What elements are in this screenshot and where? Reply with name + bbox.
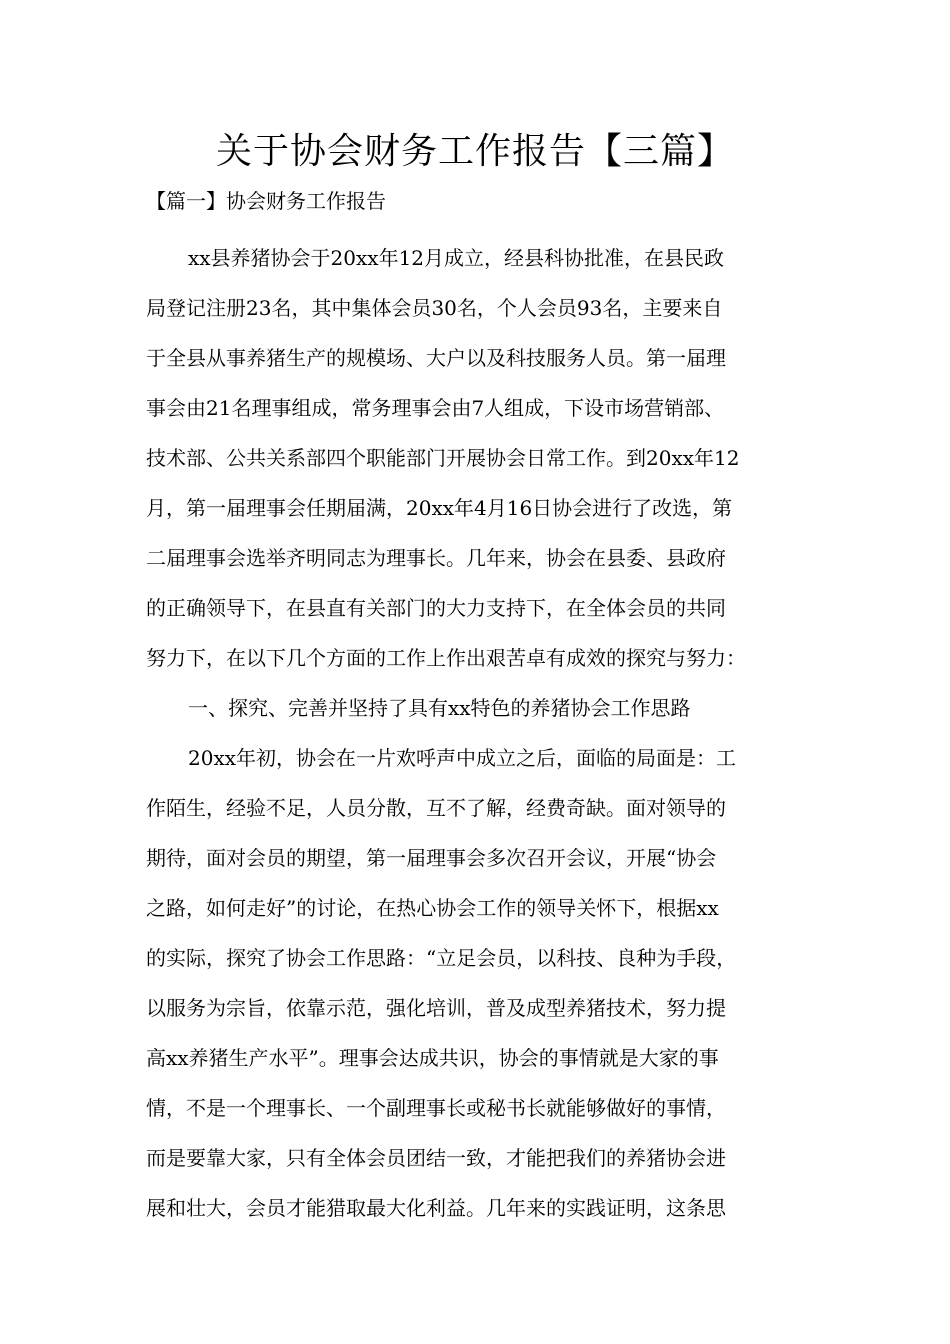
body-text (146, 233, 816, 1233)
section-heading: 【篇一】协会财务工作报告 (146, 189, 386, 213)
text-line: 之路，如何走好”的讨论，在热心协会工作的领导关怀下，根据xx (146, 896, 719, 920)
text-line: 情，不是一个理事长、一个副理事长或秘书长就能够做好的事情， (146, 1096, 726, 1120)
text-line: 的实际，探究了协会工作思路：“立足会员，以科技、良种为手段， (146, 946, 737, 970)
subheading-line: 一、探究、完善并坚持了具有xx特色的养猪协会工作思路 (188, 696, 691, 720)
text-line: 技术部、公共关系部四个职能部门开展协会日常工作。到20xx年12 (146, 446, 740, 470)
text-line: 局登记注册23名，其中集体会员30名，个人会员93名，主要来自 (146, 296, 723, 320)
text-line: 展和壮大，会员才能猎取最大化利益。几年来的实践证明，这条思 (146, 1196, 726, 1220)
text-line: 期待，面对会员的期望，第一届理事会多次召开会议，开展“协会 (146, 846, 717, 870)
text-line: 月，第一届理事会任期届满，20xx年4月16日协会进行了改选，第 (146, 496, 733, 520)
text-line: 的正确领导下，在县直有关部门的大力支持下，在全体会员的共同 (146, 596, 726, 620)
text-line: 而是要靠大家，只有全体会员团结一致，才能把我们的养猪协会进 (146, 1146, 726, 1170)
text-line: 20xx年初，协会在一片欢呼声中成立之后，面临的局面是：工 (188, 746, 737, 770)
text-line: 二届理事会选举齐明同志为理事长。几年来，协会在县委、县政府 (146, 546, 726, 570)
text-line: 高xx养猪生产水平”。理事会达成共识，协会的事情就是大家的事 (146, 1046, 719, 1070)
text-line: 作陌生，经验不足，人员分散，互不了解，经费奇缺。面对领导的 (146, 796, 726, 820)
text-line: 事会由21名理事组成，常务理事会由7人组成，下设市场营销部、 (146, 396, 725, 420)
document-title: 关于协会财务工作报告【三篇】 (215, 131, 734, 172)
text-line: 于全县从事养猪生产的规模场、大户以及科技服务人员。第一届理 (146, 346, 726, 370)
text-line: 努力下，在以下几个方面的工作上作出艰苦卓有成效的探究与努力： (146, 646, 746, 670)
text-line: 以服务为宗旨，依靠示范，强化培训，普及成型养猪技术，努力提 (146, 996, 726, 1020)
text-line: xx县养猪协会于20xx年12月成立，经县科协批准，在县民政 (188, 246, 725, 270)
